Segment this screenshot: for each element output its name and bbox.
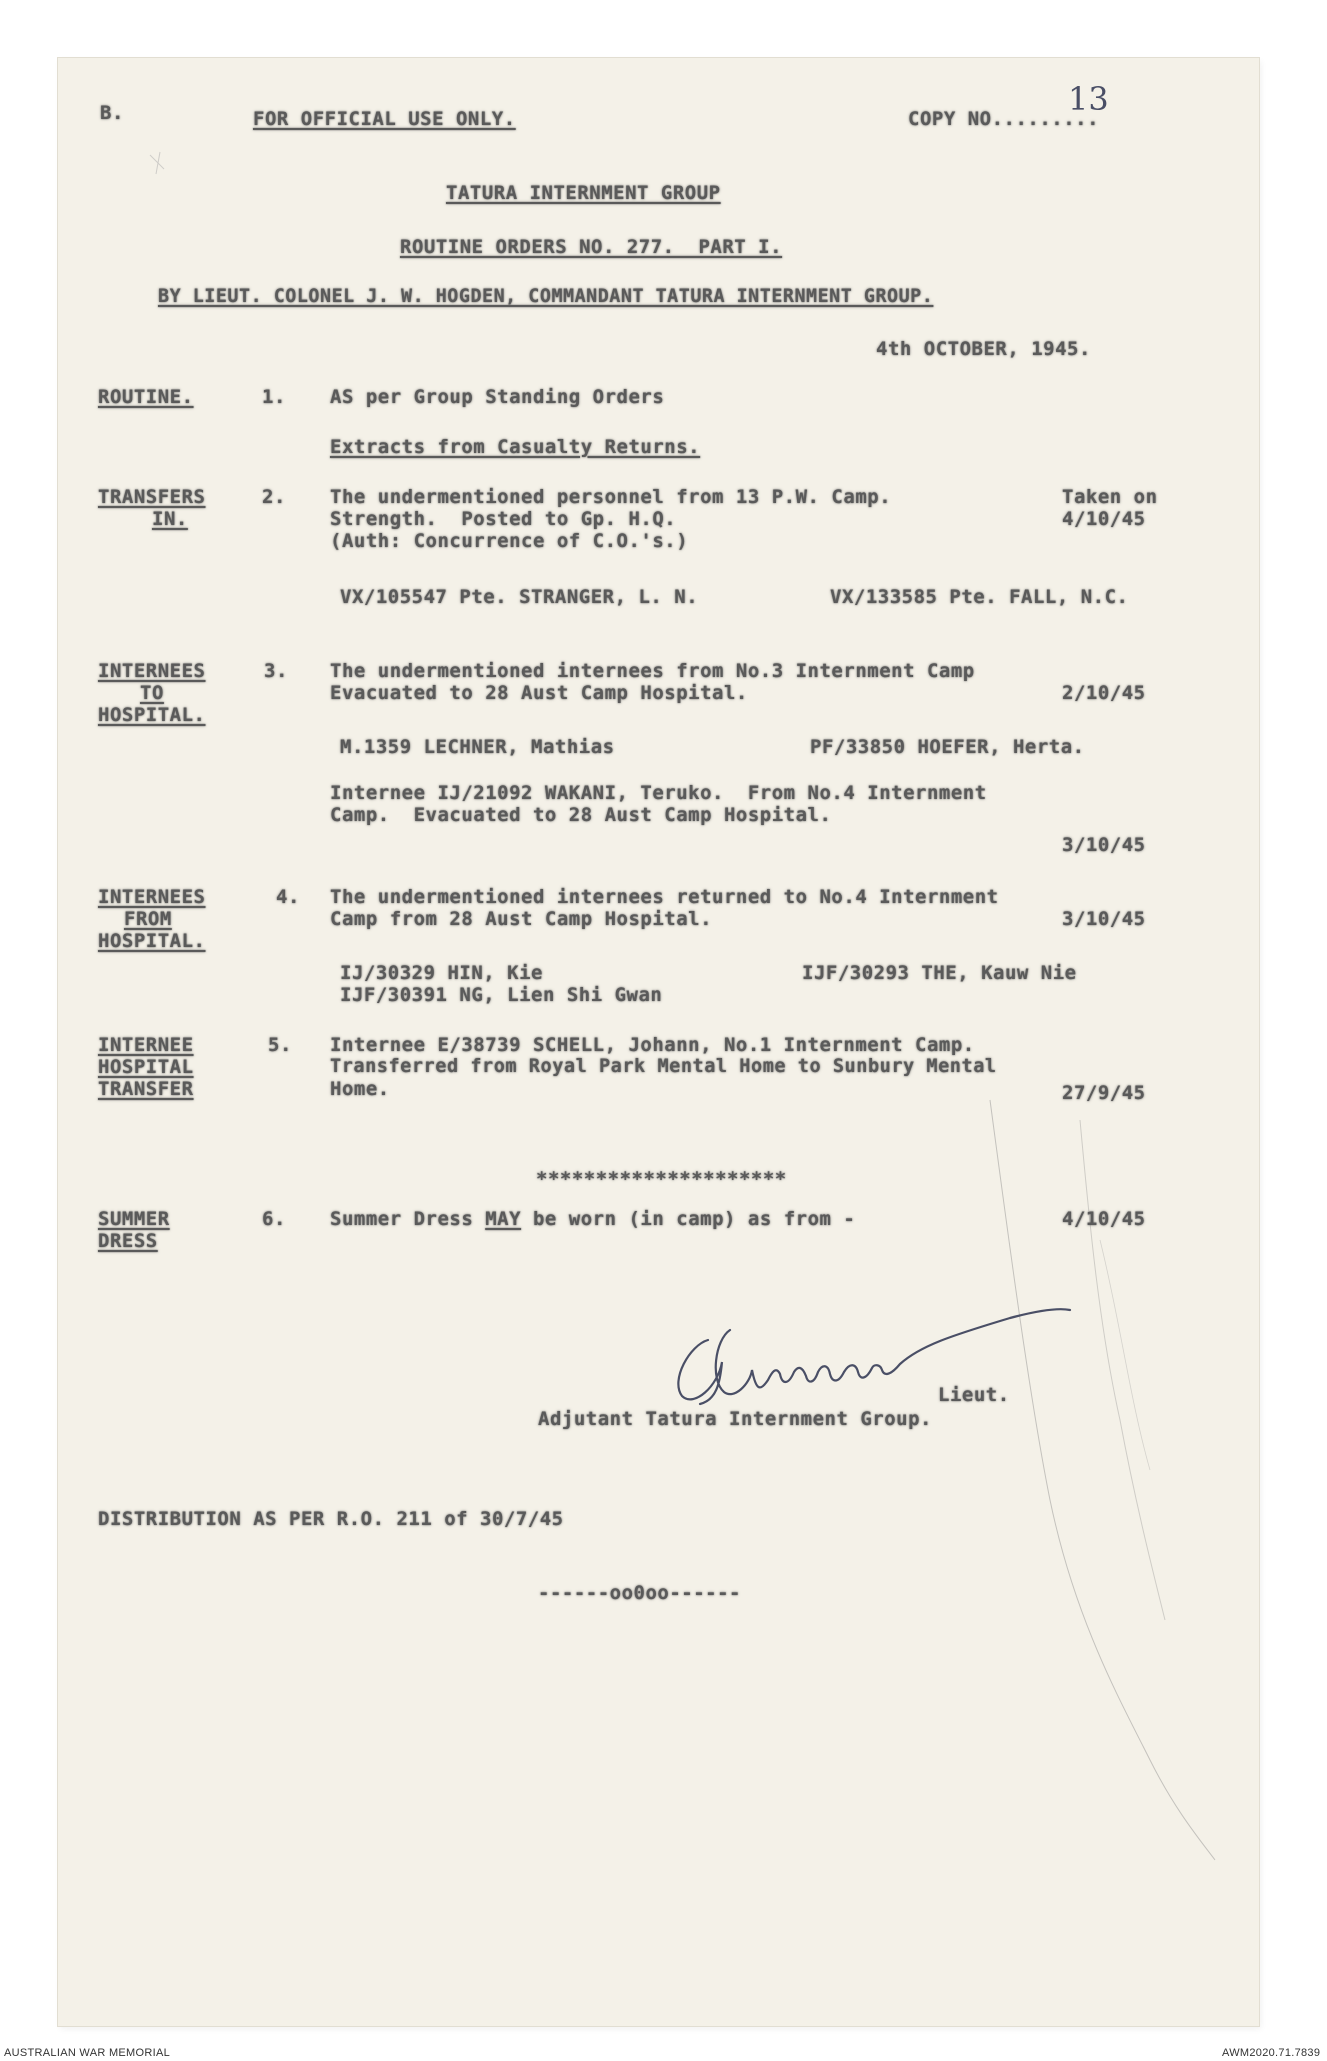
summer-dress-text xyxy=(330,1208,855,1230)
signature-rank: Lieut. xyxy=(938,1384,1010,1406)
transfers-line-2: Strength. Posted to Gp. H.Q. xyxy=(330,508,677,530)
from-hospital-person-2: IJF/30293 THE, Kauw Nie xyxy=(802,962,1077,984)
transfers-heading: TRANSFERS xyxy=(98,486,206,508)
group-title: TATURA INTERNMENT GROUP xyxy=(446,182,721,204)
item-number-6: 6. xyxy=(262,1208,286,1230)
item-number-5: 5. xyxy=(268,1034,292,1056)
copy-number-label: COPY NO......... xyxy=(908,108,1100,130)
transfers-heading-2: IN. xyxy=(152,508,188,530)
routine-text: AS per Group Standing Orders xyxy=(330,386,665,408)
footer-institution: AUSTRALIAN WAR MEMORIAL xyxy=(4,2047,171,2059)
footer-accession-number: AWM2020.71.7839 xyxy=(1222,2047,1321,2059)
to-hospital-date-1: 2/10/45 xyxy=(1062,682,1146,704)
to-hospital-heading-2: TO xyxy=(140,682,164,704)
restriction-notice: FOR OFFICIAL USE ONLY. xyxy=(253,108,516,130)
item-number-3: 3. xyxy=(264,660,288,682)
transfer-line-3: Home. xyxy=(330,1078,390,1100)
transfers-side-2: 4/10/45 xyxy=(1062,508,1146,530)
transfer-date: 27/9/45 xyxy=(1062,1082,1146,1104)
signature-title: Adjutant Tatura Internment Group. xyxy=(538,1408,932,1430)
item-number-4: 4. xyxy=(276,886,300,908)
by-line: BY LIEUT. COLONEL J. W. HOGDEN, COMMANDANT TATURA INTERNMENT GROUP. xyxy=(158,286,934,307)
routine-heading: ROUTINE. xyxy=(98,386,194,408)
transfers-side-1: Taken on xyxy=(1062,486,1158,508)
summer-dress-heading: SUMMER xyxy=(98,1208,170,1230)
to-hospital-date-2: 3/10/45 xyxy=(1062,834,1146,856)
order-date: 4th OCTOBER, 1945. xyxy=(876,338,1091,360)
transfer-line-2: Transferred from Royal Park Mental Home to Sunbury Mental xyxy=(330,1056,997,1077)
item-number-1: 1. xyxy=(262,386,286,408)
document-letter: B. xyxy=(100,102,124,124)
from-hospital-heading-2: FROM xyxy=(124,908,172,930)
from-hospital-heading: INTERNEES xyxy=(98,886,206,908)
from-hospital-line-2: Camp from 28 Aust Camp Hospital. xyxy=(330,908,713,930)
summer-dress-emphasis: MAY xyxy=(485,1208,522,1230)
to-hospital-line-4: Camp. Evacuated to 28 Aust Camp Hospital. xyxy=(330,804,832,826)
to-hospital-person-2: PF/33850 HOEFER, Herta. xyxy=(810,736,1085,758)
to-hospital-person-1: M.1359 LECHNER, Mathias xyxy=(340,736,615,758)
to-hospital-heading: INTERNEES xyxy=(98,660,206,682)
extracts-heading: Extracts from Casualty Returns. xyxy=(330,436,701,458)
from-hospital-line-1: The undermentioned internees returned to No.4 Internment xyxy=(330,886,999,908)
transfer-person-2: VX/133585 Pte. FALL, N.C. xyxy=(830,586,1129,608)
summer-dress-date: 4/10/45 xyxy=(1062,1208,1146,1230)
section-separator: ********************* xyxy=(536,1168,787,1190)
from-hospital-heading-3: HOSPITAL. xyxy=(98,930,206,952)
summer-dress-text-after: be worn (in camp) as from - xyxy=(521,1208,856,1230)
to-hospital-heading-3: HOSPITAL. xyxy=(98,704,206,726)
from-hospital-person-3: IJF/30391 NG, Lien Shi Gwan xyxy=(340,984,663,1006)
transfer-person-1: VX/105547 Pte. STRANGER, L. N. xyxy=(340,586,699,608)
distribution-note: DISTRIBUTION AS PER R.O. 211 of 30/7/45 xyxy=(98,1508,564,1530)
transfer-heading-3: TRANSFER xyxy=(98,1078,194,1100)
transfer-line-1: Internee E/38739 SCHELL, Johann, No.1 Internment Camp. xyxy=(330,1034,975,1056)
to-hospital-line-2: Evacuated to 28 Aust Camp Hospital. xyxy=(330,682,748,704)
transfers-line-1: The undermentioned personnel from 13 P.W. Camp. xyxy=(330,486,892,508)
transfers-line-3: (Auth: Concurrence of C.O.'s.) xyxy=(330,530,689,552)
copy-number-handwritten: 13 xyxy=(1068,80,1109,118)
summer-dress-heading-2: DRESS xyxy=(98,1230,158,1252)
to-hospital-line-3: Internee IJ/21092 WAKANI, Teruko. From No.4 Internment xyxy=(330,782,987,804)
summer-dress-text-before: Summer Dress xyxy=(330,1208,486,1230)
transfer-heading-2: HOSPITAL xyxy=(98,1056,194,1078)
orders-title: ROUTINE ORDERS NO. 277. PART I. xyxy=(400,236,783,258)
from-hospital-person-1: IJ/30329 HIN, Kie xyxy=(340,962,543,984)
from-hospital-date: 3/10/45 xyxy=(1062,908,1146,930)
to-hospital-line-1: The undermentioned internees from No.3 Internment Camp xyxy=(330,660,975,682)
transfer-heading: INTERNEE xyxy=(98,1034,194,1056)
item-number-2: 2. xyxy=(262,486,286,508)
end-mark: ------oo0oo------ xyxy=(538,1582,741,1604)
